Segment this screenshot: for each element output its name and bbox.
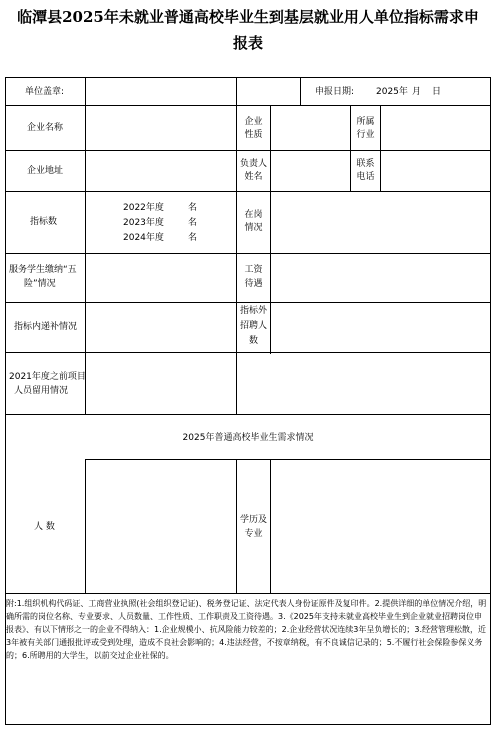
- headcount-label: 人 数: [34, 522, 55, 532]
- wage-label-1: 工资: [244, 265, 263, 275]
- education-label-2: 专业: [244, 529, 263, 539]
- row-divider: [5, 302, 491, 303]
- column-divider: [300, 77, 301, 105]
- row-divider: [5, 352, 491, 353]
- column-divider: [85, 77, 86, 414]
- company-nature-label-2: 性质: [244, 130, 263, 140]
- outside-quota-label-3: 数: [248, 336, 258, 346]
- column-divider: [270, 459, 271, 593]
- title-line-2: 报表: [232, 34, 263, 52]
- year-2023: 2023年度: [123, 218, 164, 228]
- row-divider: [5, 150, 491, 151]
- on-post-label-2: 情况: [244, 223, 263, 233]
- education-label-1: 学历及: [239, 515, 267, 525]
- column-divider: [380, 105, 381, 191]
- company-nature-label-1: 企业: [244, 117, 263, 127]
- retained-label-1: 2021年度之前项目: [9, 372, 86, 382]
- report-month: 月: [412, 87, 422, 97]
- industry-label-2: 行业: [356, 130, 375, 140]
- column-divider: [85, 459, 86, 593]
- year-2023-unit: 名: [188, 218, 198, 228]
- quota-label: 指标数: [30, 217, 58, 227]
- company-name-label: 企业名称: [27, 123, 64, 133]
- row-divider: [5, 191, 491, 192]
- row-divider: [5, 105, 491, 106]
- person-label-2: 姓名: [244, 172, 263, 182]
- company-address-label: 企业地址: [27, 166, 64, 176]
- outside-quota-label-1: 指标外: [239, 306, 267, 316]
- insurance-label-2: 险”情况: [24, 279, 56, 289]
- retained-label-2: 人员留用情况: [14, 386, 69, 396]
- on-post-label-1: 在岗: [244, 210, 263, 220]
- year-2024: 2024年度: [123, 233, 164, 243]
- page-title: [0, 4, 496, 56]
- report-date-label: 申报日期:: [315, 87, 355, 97]
- insurance-label-1: 服务学生缴纳“五: [9, 265, 77, 275]
- report-day: 日: [432, 87, 442, 97]
- row-divider: [5, 593, 491, 594]
- year-2024-unit: 名: [188, 233, 198, 243]
- year-2022: 2022年度: [123, 203, 164, 213]
- row-divider: [5, 253, 491, 254]
- wage-label-2: 待遇: [244, 279, 263, 289]
- column-divider: [236, 459, 237, 593]
- phone-label-2: 电话: [356, 172, 375, 182]
- phone-label-1: 联系: [356, 159, 375, 169]
- row-divider: [85, 459, 491, 460]
- person-label-1: 负责人: [239, 159, 267, 169]
- unit-stamp-label: 单位盖章:: [25, 87, 65, 97]
- year-2022-unit: 名: [188, 203, 198, 213]
- footnote: 附:1.组织机构代码证、工商营业执照(社会组织登记证)、税务登记证、法定代表人身份证原件及复印件。2.提供详细的单位情况介绍，明确所需的岗位名称、专业要求、人员数量、工作性质、工作职责及工资待遇。3.《2025年支持未就业高校毕业生到企业就业招聘岗位申报表》、有以下情形之一的企业不得纳入：1.企业规模小、抗风险能力较差的；2.企业经营状况连续3年呈负增长的；3.经营管理松散，近3年被有关部门通报批评或受到处理，造成不良社会影响的；4.违法经营，不按章纳税，有不良诚信记录的；5.不履行社会保险参保义务的；6.所聘用的大学生，以前交过企业社保的。: [6, 599, 487, 660]
- industry-label-1: 所属: [356, 117, 375, 127]
- quota-refill-label: 指标内递补情况: [14, 322, 78, 332]
- demand-section-title: 2025年普通高校毕业生需求情况: [182, 433, 314, 443]
- column-divider: [270, 105, 271, 354]
- title-line-1: 临潭县2025年未就业普通高校毕业生到基层就业用人单位指标需求申: [17, 8, 479, 26]
- report-year: 2025年: [376, 87, 408, 97]
- outside-quota-label-2: 招聘人: [239, 321, 267, 331]
- row-divider: [5, 414, 491, 415]
